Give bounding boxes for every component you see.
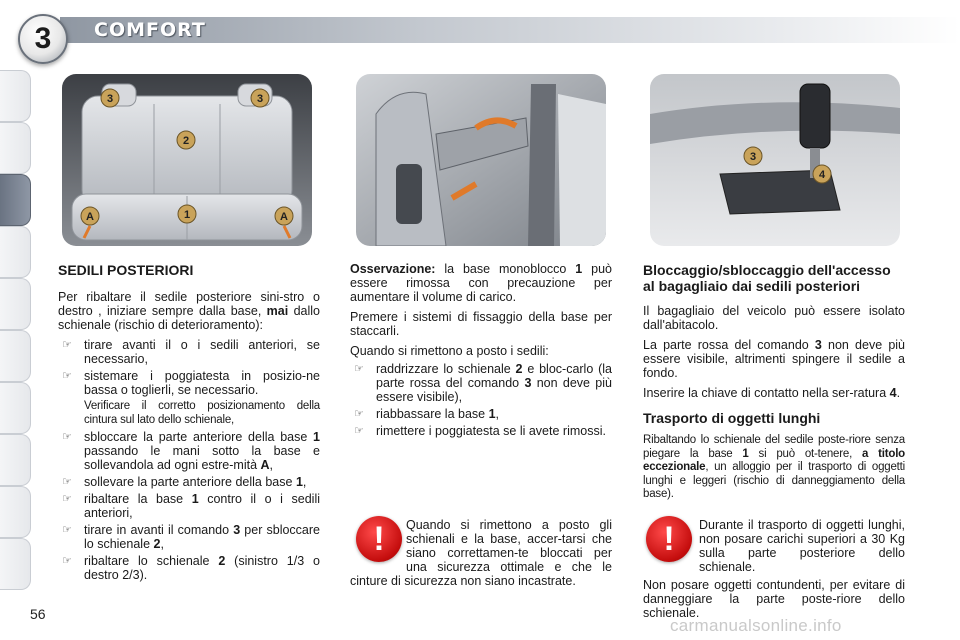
chapter-tab-4[interactable] [0, 226, 31, 278]
chapter-badge: 3 [18, 14, 68, 64]
list-item: ☞ rimettere i poggiatesta se li avete rimossi. [350, 424, 612, 438]
chapter-tab-10[interactable] [0, 538, 31, 590]
list-item: ☞ tirare avanti il o i sedili anteriori, se necessario, [58, 338, 320, 366]
long-objects-paragraph: Ribaltando lo schienale del sedile poste-riore senza piegare la base 1 si può ot-tenere, a titolo eccezionale, un alloggio per il trasporto di oggetti lunghi e leggeri (rischio di danneggiamento della base). [643, 434, 906, 500]
list-item: ☞ sbloccare la parte anteriore della base 1 passando le mani sotto la base e sollevandola ad ogni estre-mità A, [58, 430, 320, 472]
seat-marker-2: 2 [182, 135, 190, 147]
lock-marker-4: 4 [818, 169, 826, 181]
section-title-long-objects: Trasporto di oggetti lunghi [643, 410, 821, 426]
long-objects-warning: Durante il trasporto di oggetti lunghi, non posare carichi superiori a 30 Kg sulla parte posteriore dello schienale. Non posare oggetti contundenti, per evitare di danneggiare la parte poste-riore dello schienale. [643, 518, 905, 620]
chapter-title: COMFORT [94, 19, 206, 41]
seat-marker-a-left: A [86, 211, 94, 223]
seat-marker-3-left: 3 [106, 93, 114, 105]
lock-marker-3: 3 [749, 151, 757, 163]
seat-marker-3-right: 3 [256, 93, 264, 105]
rear-seats-intro: Per ribaltare il sedile posteriore sini-stro o destro , iniziare sempre dalla base, mai dallo schienale (rischio di deterioramento): [58, 290, 320, 332]
warning-icon: ! [356, 516, 402, 562]
seat-marker-1: 1 [183, 209, 191, 221]
chapter-tab-9[interactable] [0, 486, 31, 538]
list-item: ☞ ribaltare la base 1 contro il o i sedili anteriori, [58, 492, 320, 520]
seat-refit-warning: Quando si rimettono a posto gli schienali e la base, accer-tarsi che siano correttamen-te bloccati per una sicurezza ottimale e che le cinture di sicurezza non siano incastrate. [350, 518, 612, 588]
fixing-paragraph: Premere i sistemi di fissaggio della base per staccarli. [350, 310, 612, 338]
seat-marker-a-right: A [280, 211, 288, 223]
rear-seats-photo [62, 74, 312, 246]
observation-paragraph: Osservazione: la base monoblocco 1 può essere rimossa con precauzione per aumentare il volume di carico. [350, 262, 612, 304]
rear-seats-fold-steps-cont [58, 430, 320, 582]
column-rear-seats [58, 262, 320, 585]
chapter-tab-8[interactable] [0, 434, 31, 486]
refit-intro: Quando si rimettono a posto i sedili: [350, 344, 549, 358]
column-observation [350, 262, 612, 441]
chapter-tab-2[interactable] [0, 122, 31, 174]
list-item: ☞ tirare in avanti il comando 3 per sbloccare lo schienale 2, [58, 523, 320, 551]
section-title-boot-lock: Bloccaggio/sbloccaggio dell'accesso al bagagliaio dai sedili posteriori [643, 262, 891, 294]
chapter-tab-5[interactable] [0, 278, 31, 330]
chapter-tab-1[interactable] [0, 70, 31, 122]
section-title-rear-seats: SEDILI POSTERIORI [58, 262, 194, 278]
rear-seats-fold-steps [58, 338, 320, 397]
boot-lock-photo [650, 74, 900, 246]
refit-steps [350, 362, 612, 438]
warning-float-spacer [643, 518, 699, 570]
warning-icon: ! [646, 516, 692, 562]
list-item: ☞ ribaltare lo schienale 2 (sinistro 1/3 o destro 2/3). [58, 554, 320, 582]
list-item: ☞ raddrizzare lo schienale 2 e bloc-carlo (la parte rossa del comando 3 non deve più essere visibile), [350, 362, 612, 404]
list-item: ☞ sistemare i poggiatesta in posizio-ne bassa o toglierli, se necessario. [58, 369, 320, 397]
warning-float-spacer [350, 518, 406, 570]
watermark: carmanualsonline.info [670, 616, 842, 635]
belt-note: Verificare il corretto posizionamento della cintura sul lato dello schienale, [84, 400, 320, 426]
key-paragraph: Inserire la chiave di contatto nella ser-ratura 4. [643, 386, 901, 400]
chapter-tab-3-active[interactable] [0, 174, 31, 226]
folded-seat-photo [356, 74, 606, 246]
red-part-paragraph: La parte rossa del comando 3 non deve più essere visibile, altrimenti spingere il sedile a fondo. [643, 338, 906, 380]
boot-isolation-paragraph: Il bagagliaio del veicolo può essere isolato dall'abitacolo. [643, 304, 905, 332]
page-number: 56 [30, 606, 46, 622]
chapter-tab-7[interactable] [0, 382, 31, 434]
column-boot-access [643, 262, 905, 508]
list-item: ☞ riabbassare la base 1, [350, 407, 612, 421]
list-item: ☞ sollevare la parte anteriore della base 1, [58, 475, 320, 489]
chapter-tab-6[interactable] [0, 330, 31, 382]
